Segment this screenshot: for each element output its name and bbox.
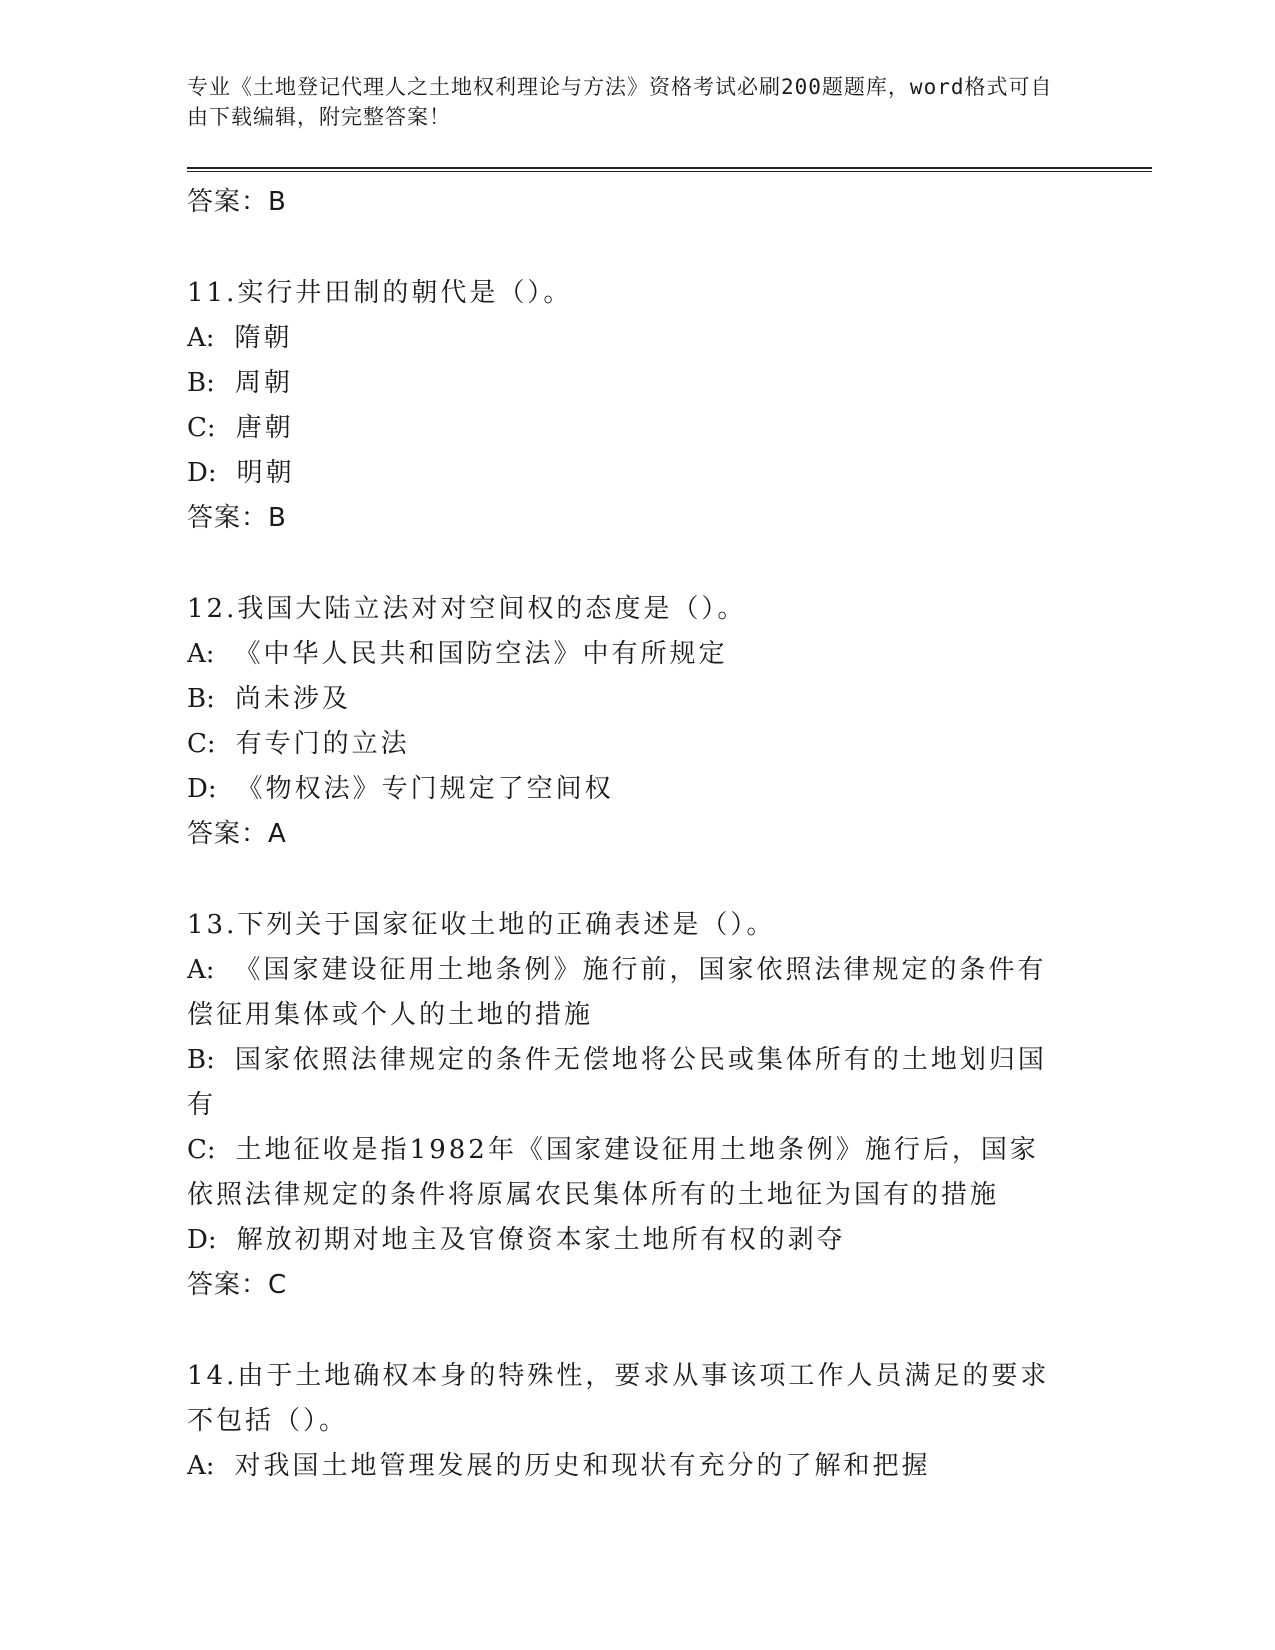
answer-option — [187, 1128, 1067, 1218]
question-block — [187, 903, 1152, 1308]
option-label: A: — [187, 955, 215, 985]
answer-option — [187, 1038, 1067, 1128]
option-text: 唐朝 — [235, 413, 294, 443]
option-text: 《国家建设征用土地条例》施行前，国家依照法律规定的条件有偿征用集体或个人的土地的措施 — [187, 955, 1047, 1030]
option-text: 有专门的立法 — [235, 729, 410, 759]
answer-option — [187, 677, 1067, 722]
option-label: D: — [187, 1225, 217, 1255]
answer-key: 答案：C — [187, 1270, 288, 1300]
option-label: C: — [187, 1135, 216, 1165]
question-block — [187, 1354, 1152, 1489]
answer-option — [187, 451, 1067, 496]
answer-key: 答案：B — [187, 503, 287, 533]
option-label: B: — [187, 684, 215, 714]
option-text: 对我国土地管理发展的历史和现状有充分的了解和把握 — [234, 1451, 931, 1481]
question-stem: 14.由于土地确权本身的特殊性，要求从事该项工作人员满足的要求不包括（）。 — [187, 1361, 1050, 1436]
document-page — [187, 72, 1152, 1489]
question-stem: 12.我国大陆立法对对空间权的态度是（）。 — [187, 594, 747, 624]
question-block — [187, 587, 1152, 857]
option-label: A: — [187, 639, 215, 669]
option-text: 解放初期对地主及官僚资本家土地所有权的剥夺 — [236, 1225, 846, 1255]
option-text: 国家依照法律规定的条件无偿地将公民或集体所有的土地划归国有 — [187, 1045, 1047, 1120]
header-divider — [187, 167, 1152, 172]
option-text: 周朝 — [234, 368, 293, 398]
option-label: D: — [187, 774, 217, 804]
option-text: 尚未涉及 — [234, 684, 351, 714]
question-stem: 13.下列关于国家征收土地的正确表述是（）。 — [187, 910, 776, 940]
question-block — [187, 271, 1152, 541]
answer-option — [187, 316, 1067, 361]
answer-option — [187, 632, 1067, 677]
option-text: 土地征收是指1982年《国家建设征用土地条例》施行后，国家依照法律规定的条件将原属农民集体所有的土地征为国有的措施 — [187, 1135, 1039, 1210]
option-label: B: — [187, 1045, 215, 1075]
option-text: 《中华人民共和国防空法》中有所规定 — [234, 639, 728, 669]
option-label: D: — [187, 458, 217, 488]
option-label: A: — [187, 1451, 215, 1481]
option-label: A: — [187, 323, 215, 353]
document-header: 专业《土地登记代理人之土地权利理论与方法》资格考试必刷200题题库，word格式可自由下载编辑，附完整答案！ — [187, 75, 1053, 129]
answer-option — [187, 1218, 1067, 1263]
answer-option — [187, 722, 1067, 767]
option-label: C: — [187, 413, 216, 443]
question-list — [187, 271, 1152, 1489]
answer-option — [187, 406, 1067, 451]
option-text: 明朝 — [236, 458, 295, 488]
option-text: 隋朝 — [234, 323, 293, 353]
answer-key: 答案：A — [187, 819, 287, 849]
answer-option — [187, 361, 1067, 406]
question-stem: 11.实行井田制的朝代是（）。 — [187, 278, 573, 308]
answer-option — [187, 1444, 1067, 1489]
option-label: B: — [187, 368, 215, 398]
option-label: C: — [187, 729, 216, 759]
answer-option — [187, 948, 1067, 1038]
answer-option — [187, 767, 1067, 812]
option-text: 《物权法》专门规定了空间权 — [236, 774, 614, 804]
previous-answer: 答案：B — [187, 187, 287, 217]
